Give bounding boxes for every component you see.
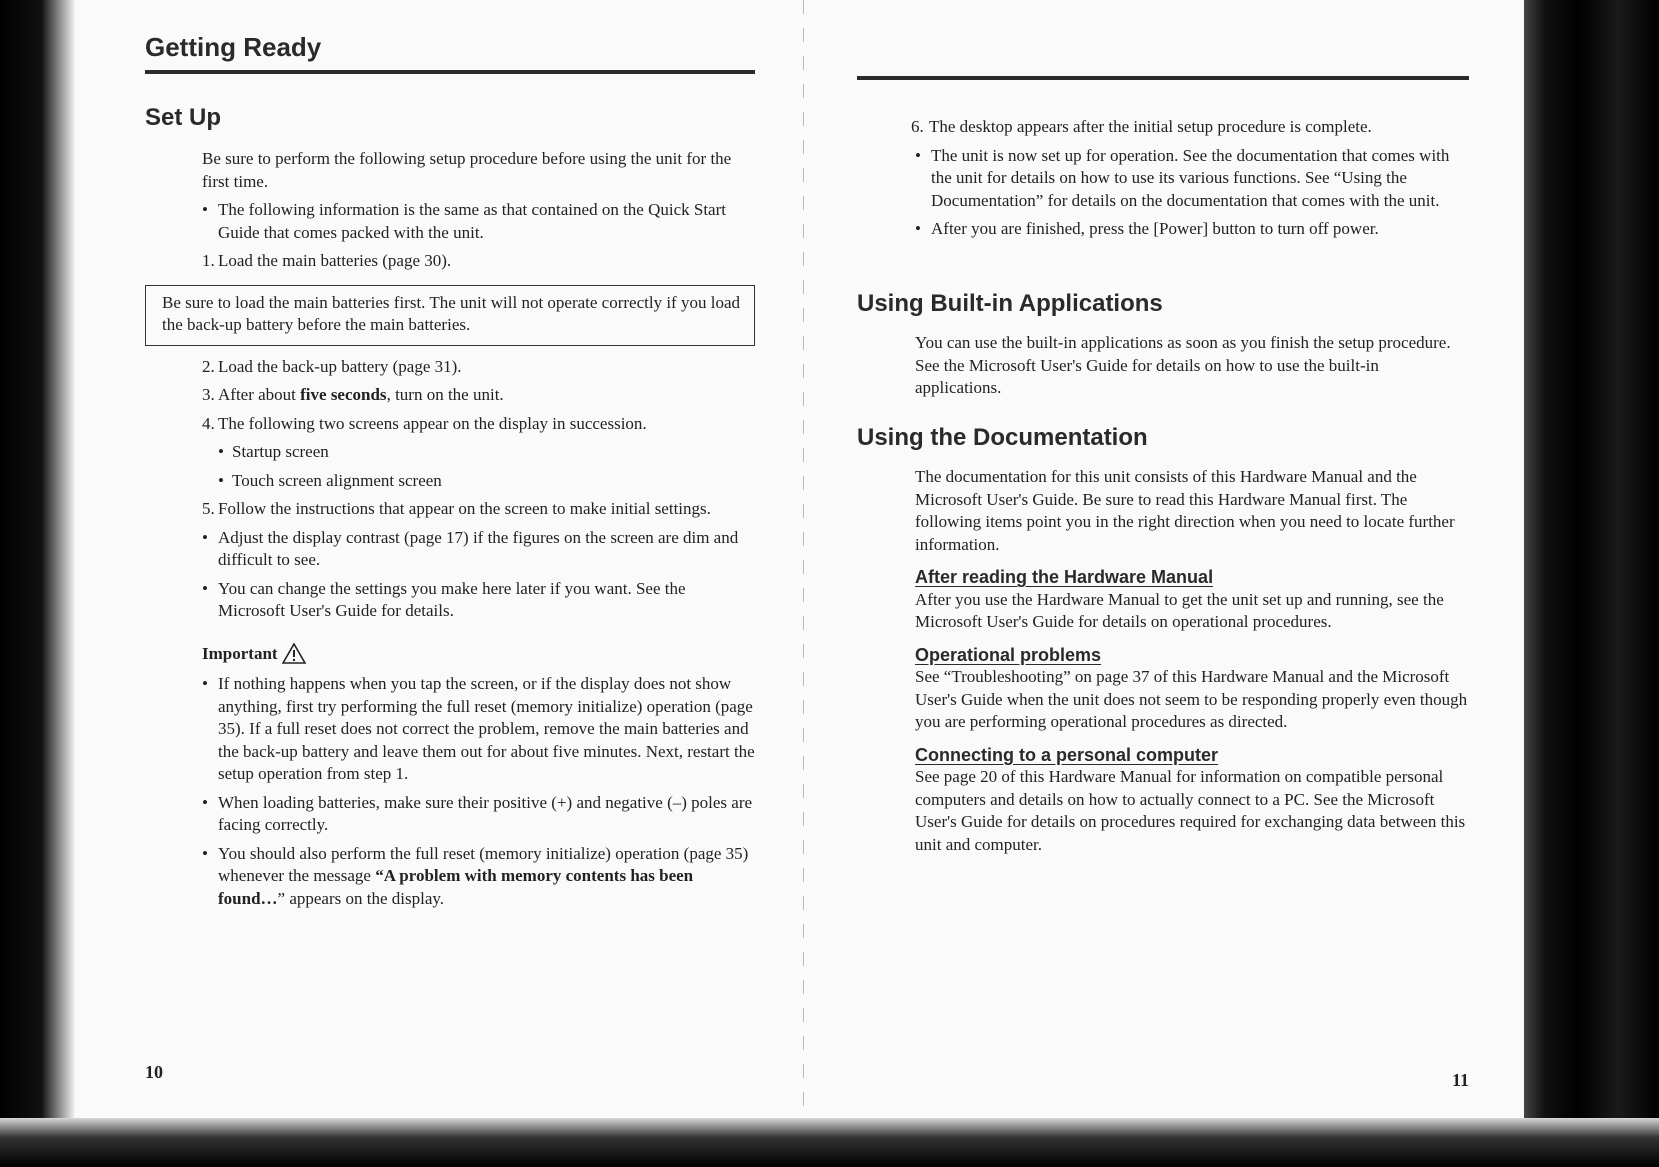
header-rule [145,70,755,74]
page-number: 10 [145,1062,163,1082]
note-box-text: Be sure to load the main batteries first. The unit will not operate correctly if you load the back-up battery before the main batteries. [162,292,740,334]
important-label: Important [202,643,278,663]
scan-bottom-edge [0,1118,1659,1167]
step-6 [911,116,1469,139]
documentation-body [915,466,1469,856]
warning-triangle-icon [282,643,306,664]
connecting-pc-heading: Connecting to a personal computer [915,744,1219,765]
operational-problems-heading: Operational problems [915,644,1102,665]
important-bullet [202,843,755,911]
setup-continued [911,116,1469,241]
built-in-body [915,332,1469,400]
step-1 [202,250,755,273]
important-bullet: • If nothing happens when you tap the screen, or if the display does not show anything, first try performing the full reset (memory initialize) operation (page 35). If a full reset does not correct the problem, remove the main batteries and the back-up battery and leave them out for about five minutes. Next, restart the setup operation from step 1. [202,673,755,786]
header-rule [857,76,1469,80]
step-number: 3. [202,385,215,404]
step-bold-text: five seconds [300,385,387,404]
section-title-using-documentation: Using the Documentation [857,424,1148,451]
step-4-sub-bullet: • Touch screen alignment screen [202,470,755,493]
step-text: Load the main batteries (page 30). [218,251,452,270]
important-bullet-bold: “A problem with memory contents has been found… [218,866,694,908]
important-bullet-text: You should also perform the full reset (memory initialize) operation (page 35) whenever the message [218,843,749,885]
step-5-bullet: • Adjust the display contrast (page 17) if the figures on the screen are dim and difficult to see. [202,527,755,572]
after-reading-paragraph: After you use the Hardware Manual to get the unit set up and running, see the Microsoft User's Guide for details on operational procedures. [915,589,1444,631]
intro-paragraph: Be sure to perform the following setup procedure before using the unit for the first time. [202,149,732,191]
step-6-bullet: • The unit is now set up for operation. See the documentation that comes with the unit for details on how to use its various functions. See “Using the Documentation” for details on the documentation that comes with the unit. [915,145,1469,213]
step-number: 5. [202,499,215,518]
note-box [145,285,755,346]
step-text-tail: , turn on the unit. [386,385,504,404]
step-text: Follow the instructions that appear on the screen to make initial settings. [218,499,711,518]
operational-problems-paragraph: See “Troubleshooting” on page 37 of this Hardware Manual and the Microsoft User's Guide when the unit does not seem to be responding properly even though you are performing operational procedures as directed. [915,667,1468,731]
step-6-bullet: • After you are finished, press the [Power] button to turn off power. [915,218,1469,241]
step-5 [202,498,755,521]
step-4-sub-bullet: • Startup screen [202,441,755,464]
page-header-title: Getting Ready [145,32,322,62]
step-number: 6. [911,117,924,136]
step-text: After about [218,385,301,404]
section-title-built-in-applications: Using Built-in Applications [857,290,1163,317]
step-3 [202,384,755,407]
built-in-paragraph: You can use the built-in applications as soon as you finish the setup procedure. See the Microsoft User's Guide for details on how to use the built-in applications. [915,333,1451,397]
step-text: The following two screens appear on the display in succession. [218,413,647,433]
section-title-set-up: Set Up [145,104,222,131]
scan-right-edge [1524,0,1659,1167]
page-number: 11 [1452,1070,1470,1090]
step-number: 1. [202,251,215,270]
step-4 [202,413,755,436]
important-bullet: • When loading batteries, make sure their positive (+) and negative (–) poles are facing correctly. [202,792,755,837]
important-heading [202,643,755,666]
important-bullet-tail: ” appears on the display. [277,888,445,908]
documentation-paragraph: The documentation for this unit consists of this Hardware Manual and the Microsoft User's Guide. Be sure to read this Hardware Manual first. The following items point you in the right direction when you need to locate further information. [915,467,1455,554]
connecting-pc-paragraph: See page 20 of this Hardware Manual for information on compatible personal computers and details on how to actually connect to a PC. See the Microsoft User's Guide for details on procedures required for exchanging data between this unit and computer. [915,767,1466,854]
binding-gutter [803,0,804,1120]
step-number: 2. [202,356,215,376]
step-number: 4. [202,413,215,433]
intro-bullet: • The following information is the same as that contained on the Quick Start Guide that comes packed with the unit. [202,199,755,244]
step-5-bullet: • You can change the settings you make here later if you want. See the Microsoft User's Guide for details. [202,578,755,623]
step-text: The desktop appears after the initial setup procedure is complete. [929,117,1372,136]
set-up-body [162,148,755,910]
scan-left-edge [0,0,75,1120]
step-2 [202,356,755,379]
after-reading-heading: After reading the Hardware Manual [915,567,1214,587]
step-text: Load the back-up battery (page 31). [218,356,462,376]
